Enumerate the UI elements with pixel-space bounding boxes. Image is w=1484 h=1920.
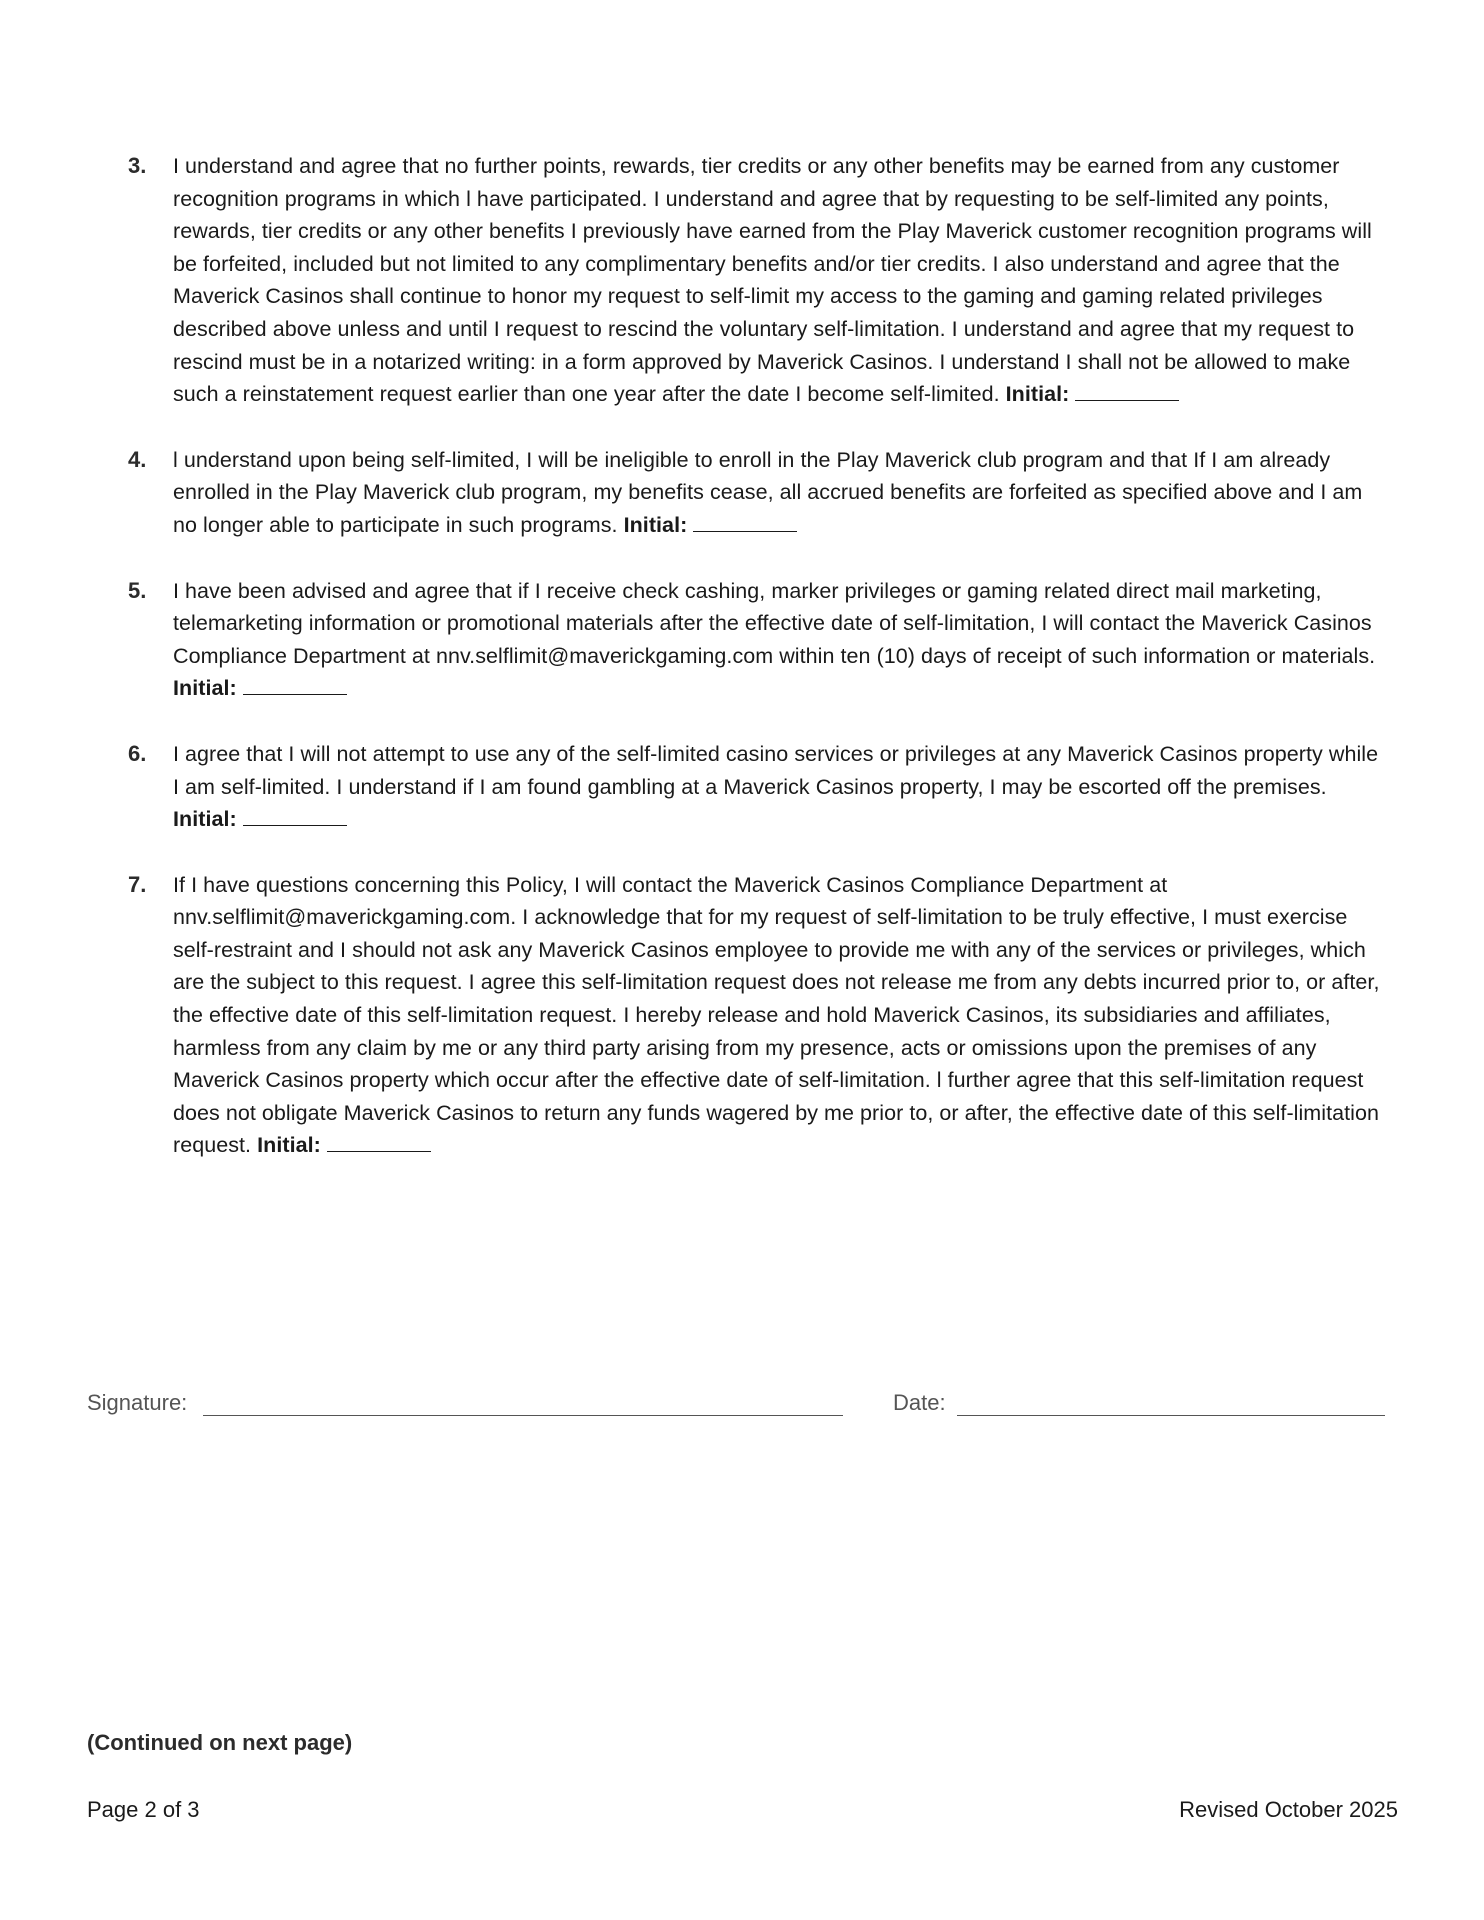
date-field[interactable]	[957, 1415, 1385, 1416]
initial-label: Initial:	[623, 512, 688, 537]
signature-field[interactable]	[203, 1415, 843, 1416]
policy-item	[128, 575, 1388, 705]
item-number: 5.	[128, 577, 147, 603]
initial-blank-field[interactable]	[243, 805, 347, 826]
initial-label: Initial:	[173, 676, 237, 701]
signature-label: Signature:	[87, 1390, 188, 1415]
signature-row	[87, 1390, 1387, 1430]
initial-blank-field[interactable]	[243, 674, 347, 695]
policy-item	[128, 738, 1388, 836]
initial-label: Initial:	[257, 1133, 321, 1158]
item-text: l understand upon being self-limited, I will be ineligible to enroll in the Play Maverick club program and that If I am already enrolled in the Play Maverick club program, my benefits cease, all accrued benefits are forfeited as specified above and I am no longer able to participate in such programs.	[173, 447, 1363, 537]
item-text-block	[173, 869, 1388, 1162]
item-number: 7.	[128, 871, 147, 897]
policy-item	[128, 150, 1388, 411]
item-text: If I have questions concerning this Policy, I will contact the Maverick Casinos Compliance Department at nnv.selflimit@maverickgaming.com. I acknowledge that for my request of self-limitation to be truly effective, I must exercise self-restraint and I should not ask any Maverick Casinos employee to provide me with any of the services or privileges, which are the subject to this request. I agree this self-limitation request does not release me from any debts incurred prior to, or after, the effective date of this self-limitation request. I hereby release and hold Maverick Casinos, its subsidiaries and affiliates, harmless from any claim by me or any third party arising from my presence, acts or omissions upon the premises of any Maverick Casinos property which occur after the effective date of self-limitation. l further agree that this self-limitation request does not obligate Maverick Casinos to return any funds wagered by me prior to, or after, the effective date of this self-limitation request.	[173, 872, 1380, 1158]
initial-blank-field[interactable]	[693, 511, 797, 532]
policy-items-list	[128, 150, 1388, 1195]
initial-label: Initial:	[173, 807, 237, 832]
policy-item	[128, 444, 1388, 542]
date-label: Date:	[893, 1390, 946, 1415]
revision-date: Revised October 2025	[1179, 1797, 1398, 1822]
continued-note: (Continued on next page)	[87, 1730, 353, 1755]
initial-blank-field[interactable]	[327, 1131, 431, 1152]
item-number: 4.	[128, 446, 147, 472]
item-text-block	[173, 150, 1388, 411]
item-text-block	[173, 444, 1388, 542]
item-text-block	[173, 575, 1388, 705]
item-number: 6.	[128, 740, 147, 766]
initial-label: Initial:	[1005, 382, 1070, 407]
item-number: 3.	[128, 153, 147, 178]
policy-item	[128, 869, 1388, 1162]
item-text: I have been advised and agree that if I receive check cashing, marker privileges or gaming related direct mail marketing, telemarketing information or promotional materials after the effective date of self-limitation, I will contact the Maverick Casinos Compliance Department at nnv.selflimit@maverickgaming.com within ten (10) days of receipt of such information or materials.	[173, 578, 1376, 668]
item-text-block	[173, 738, 1388, 836]
initial-blank-field[interactable]	[1075, 380, 1179, 401]
item-text: I agree that I will not attempt to use any of the self-limited casino services or privileges at any Maverick Casinos property while I am self-limited. I understand if I am found gambling at a Maverick Casinos property, I may be escorted off the premises.	[173, 741, 1379, 799]
page-number: Page 2 of 3	[87, 1797, 200, 1822]
item-text: I understand and agree that no further points, rewards, tier credits or any other benefits may be earned from any customer recognition programs in which l have participated. I understand and agree that by requesting to be self-limited any points, rewards, tier credits or any other benefits I previously have earned from the Play Maverick customer recognition programs will be forfeited, included but not limited to any complimentary benefits and/or tier credits. I also understand and agree that the Maverick Casinos shall continue to honor my request to self-limit my access to the gaming and gaming related privileges described above unless and until I request to rescind the voluntary self-limitation. I understand and agree that my request to rescind must be in a notarized writing: in a form approved by Maverick Casinos. I understand I shall not be allowed to make such a reinstatement request earlier than one year after the date I become self-limited.	[173, 154, 1372, 407]
